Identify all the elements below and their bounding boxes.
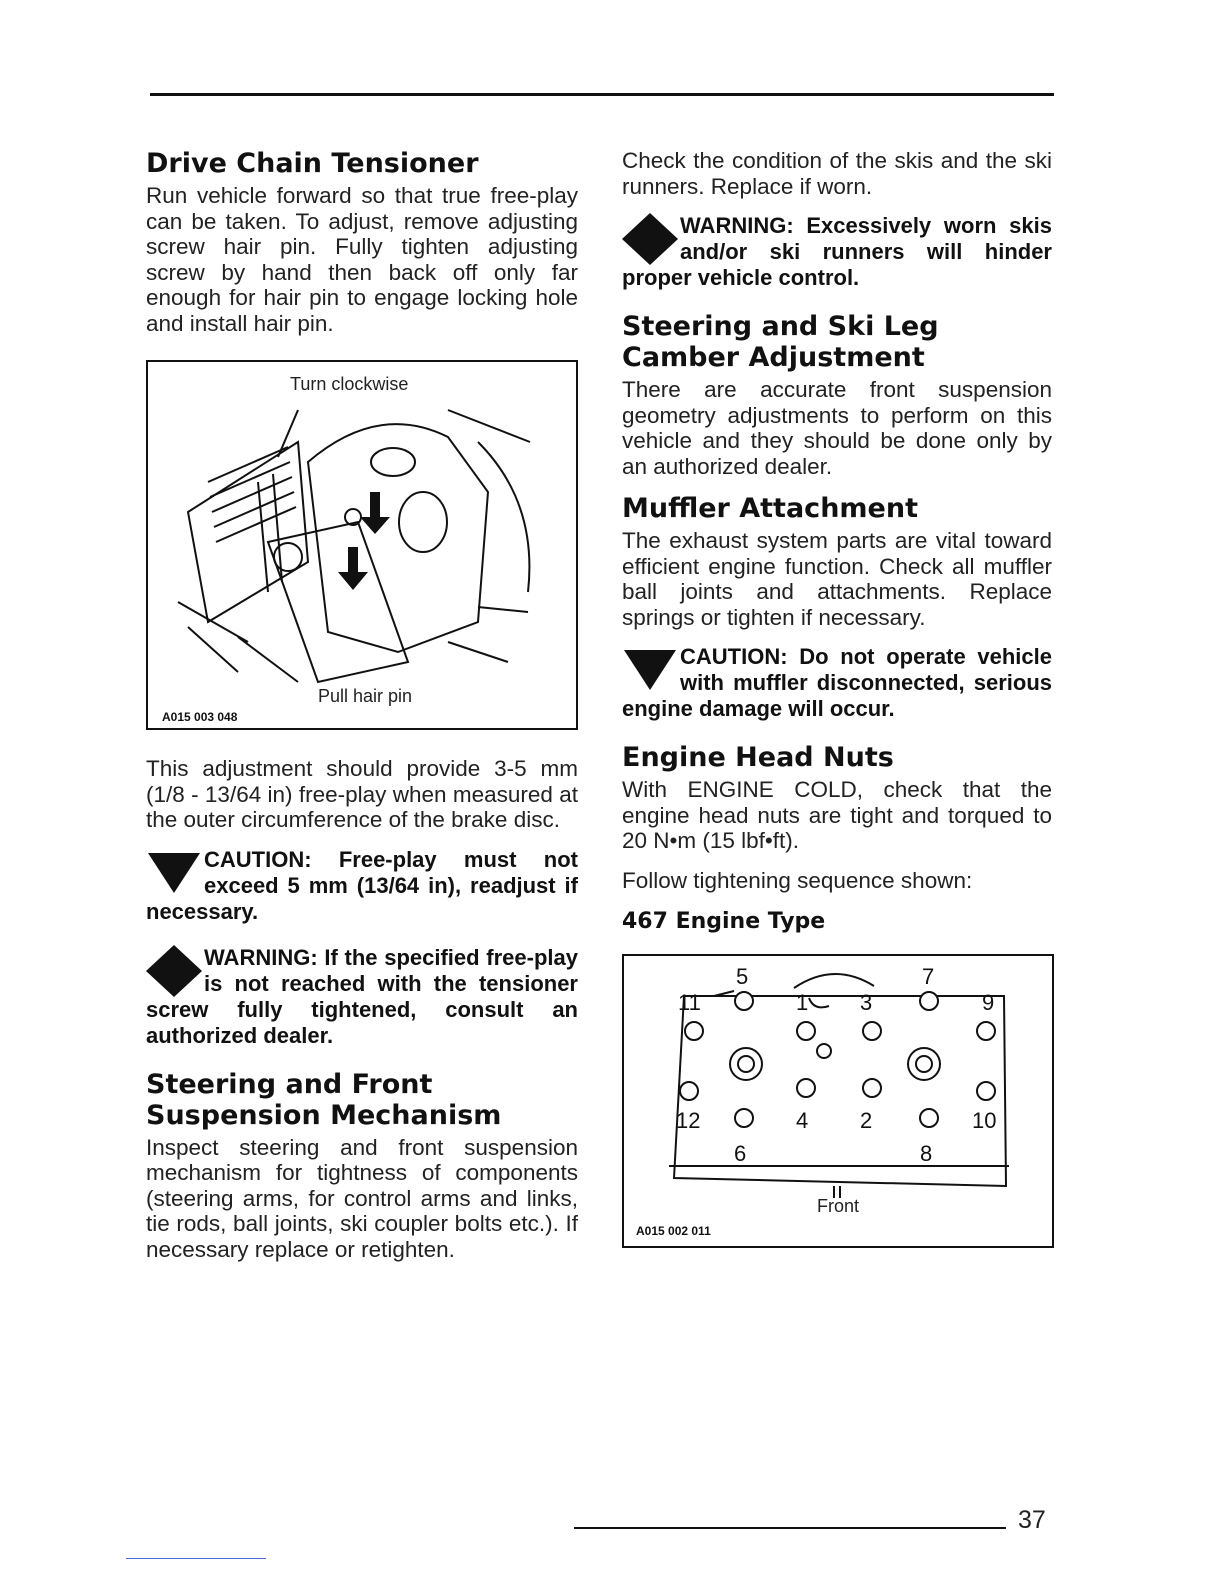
turn-clockwise-label: Turn clockwise [290, 374, 409, 394]
warning-tensioner [146, 945, 578, 1049]
nut-number-1: 1 [796, 990, 809, 1015]
nut-number-8: 8 [920, 1141, 933, 1166]
figure-code: A015 002 011 [636, 1224, 711, 1238]
camber-text: There are accurate front suspension geometry adjustments to perform on this vehicle and they should be done only by an authorized dealer. [622, 377, 1052, 479]
nut-number-10: 10 [972, 1108, 997, 1133]
nut-number-2: 2 [860, 1108, 873, 1133]
nut-number-6: 6 [734, 1141, 747, 1166]
drive-chain-heading: Drive Chain Tensioner [146, 148, 479, 179]
camber-heading: Steering and Ski Leg Camber Adjustment [622, 311, 939, 373]
engine-type-subtitle: 467 Engine Type [622, 909, 826, 934]
head-nuts-text: With ENGINE COLD, check that the engine head nuts are tight and torqued to 20 N•m (15 lbf•ft). [622, 777, 1052, 853]
tensioner-figure [146, 360, 578, 730]
warning-tensioner-text: WARNING: If the specified free-play is not reached with the tensioner screw fully tightened, consult an authorized dealer. [146, 944, 578, 1048]
follow-sequence-text: Follow tightening sequence shown: [622, 867, 973, 893]
muffler-text: The exhaust system parts are vital toward efficient engine function. Check all muffler ball joints and attachments. Replace springs or tighten if necessary. [622, 528, 1052, 630]
warning-skis [622, 213, 1052, 291]
nut-number-12: 12 [676, 1108, 701, 1133]
head-nut-figure [622, 954, 1054, 1248]
nut-number-11: 11 [678, 990, 701, 1015]
caution-muffler-text: CAUTION: Do not operate vehicle with muffler disconnected, serious engine damage will occur. [622, 644, 1052, 721]
caution-triangle-icon [622, 644, 680, 696]
skis-text: Check the condition of the skis and the ski runners. Replace if worn. [622, 148, 1052, 199]
nut-number-9: 9 [982, 990, 995, 1015]
top-rule [150, 93, 1054, 96]
caution-free-play-text: CAUTION: Free-play must not exceed 5 mm (13/64 in), readjust if necessary. [146, 846, 578, 924]
nut-number-3: 3 [860, 990, 873, 1015]
warning-diamond-icon [622, 213, 680, 265]
pull-hair-pin-label: Pull hair pin [318, 686, 413, 706]
link-underline [126, 1558, 266, 1559]
steering-front-heading: Steering and Front Suspension Mechanism [146, 1068, 502, 1131]
nut-number-5: 5 [736, 964, 749, 989]
warning-diamond-icon [146, 945, 204, 997]
muffler-heading: Muffler Attachment [622, 493, 918, 524]
head-nuts-heading: Engine Head Nuts [622, 742, 894, 773]
page-number: 37 [1018, 1506, 1046, 1534]
warning-skis-text: WARNING: Excessively worn skis and/or ski runners will hinder proper vehicle control. [622, 213, 1052, 290]
caution-free-play [146, 847, 578, 925]
steering-front-text: Inspect steering and front suspension mechanism for tightness of components (steering arms, for control arms and links, tie rods, ball joints, ski coupler bolts etc.). If necessary replace or retighten. [146, 1134, 578, 1262]
left-column [146, 148, 578, 1276]
bottom-rule [574, 1527, 1006, 1529]
nut-number-7: 7 [922, 964, 935, 989]
caution-triangle-icon [146, 847, 204, 899]
adjustment-text: This adjustment should provide 3-5 mm (1/8 - 13/64 in) free-play when measured at the outer circumference of the brake disc. [146, 756, 578, 832]
tensioner-illustration [148, 362, 576, 728]
front-label: Front [817, 1196, 860, 1216]
nut-number-4: 4 [796, 1108, 809, 1133]
right-column [622, 148, 1052, 1248]
drive-chain-text: Run vehicle forward so that true free-play can be taken. To adjust, remove adjusting screw hair pin. Fully tighten adjusting screw by hand then back off only far enough for hair pin to engage locking hole and install hair pin. [146, 183, 578, 336]
figure-code: A015 003 048 [162, 710, 238, 724]
caution-muffler [622, 644, 1052, 722]
